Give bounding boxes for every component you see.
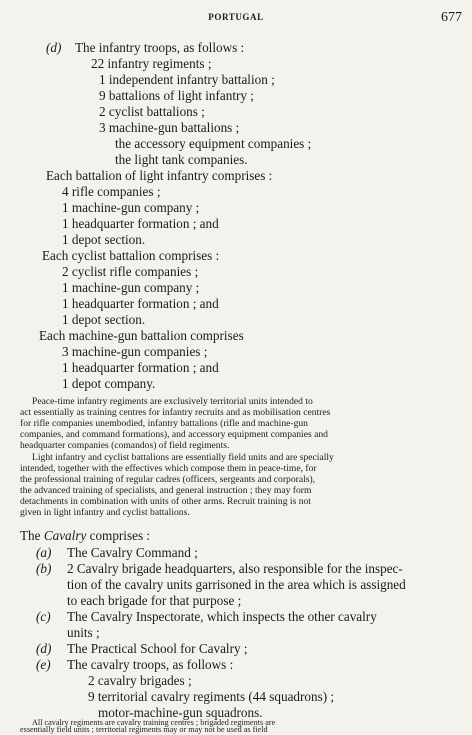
infantry-item: the light tank companies. (115, 152, 248, 167)
note-line: All cavalry regiments are cavalry training centres ; brigaded regiments are (32, 718, 276, 727)
note-line: the professional training of regular cadres (officers, sergeants and corporals), (20, 474, 316, 485)
note-line: companies, and command formations), and accessory equipment companies and (20, 429, 328, 440)
cavalry-intro-prefix: The (20, 528, 44, 543)
cavalry-e-text: The cavalry troops, as follows : (67, 657, 234, 672)
machine-gun-item: 1 headquarter formation ; and (62, 360, 219, 375)
cavalry-b-line: 2 Cavalry brigade headquarters, also responsible for the inspec- (67, 561, 403, 576)
infantry-item: 2 cyclist battalions ; (99, 104, 205, 119)
cavalry-e-item: 9 territorial cavalry regiments (44 squadrons) ; (88, 689, 335, 704)
light-infantry-item: 4 rifle companies ; (62, 184, 161, 199)
note-line: detachments in combination with units of other arms. Recruit training is not (20, 496, 311, 507)
infantry-intro: The infantry troops, as follows : (75, 40, 245, 55)
cavalry-c-line: units ; (67, 625, 100, 640)
infantry-item: 9 battalions of light infantry ; (99, 88, 254, 103)
cavalry-b-marker: (b) (36, 561, 52, 576)
light-infantry-item: 1 machine-gun company ; (62, 200, 200, 215)
note-line: intended, together with the effectives which compose them in peace-time, for (20, 463, 317, 474)
cyclist-item: 1 machine-gun company ; (62, 280, 200, 295)
note-line: Light infantry and cyclist battalions are essentially field units and are specially (32, 452, 334, 463)
cyclist-item: 1 depot section. (62, 312, 146, 327)
note-line: the advanced training of specialists, and general instruction ; they may form (20, 485, 312, 496)
light-infantry-item: 1 headquarter formation ; and (62, 216, 219, 231)
cavalry-a-text: The Cavalry Command ; (67, 545, 198, 560)
cavalry-d-marker: (d) (36, 641, 52, 656)
infantry-marker: (d) (46, 40, 62, 55)
note-line: headquarter companies (comandos) of field regiments. (20, 440, 230, 451)
cavalry-intro-suffix: comprises : (86, 528, 151, 543)
running-title: PORTUGAL (208, 12, 264, 22)
note-line: given in light infantry and cyclist battalions. (20, 507, 190, 518)
infantry-item: the accessory equipment companies ; (115, 136, 312, 151)
light-infantry-heading: Each battalion of light infantry comprises : (46, 168, 273, 183)
cavalry-a-marker: (a) (36, 545, 52, 560)
infantry-item: 22 infantry regiments ; (91, 56, 212, 71)
cyclist-item: 1 headquarter formation ; and (62, 296, 219, 311)
machine-gun-item: 1 depot company. (62, 376, 156, 391)
note-line: essentially field units ; territorial regiments may or may not be used as field (20, 725, 268, 734)
cyclist-item: 2 cyclist rifle companies ; (62, 264, 199, 279)
cyclist-heading: Each cyclist battalion comprises : (42, 248, 220, 263)
cavalry-intro-word: Cavalry (43, 528, 87, 543)
cavalry-b-line: to each brigade for that purpose ; (67, 593, 242, 608)
infantry-item: 3 machine-gun battalions ; (99, 120, 240, 135)
infantry-item: 1 independent infantry battalion ; (99, 72, 275, 87)
cavalry-b-line: tion of the cavalry units garrisoned in the area which is assigned (67, 577, 406, 592)
page-number: 677 (441, 10, 462, 25)
note-line: act essentially as training centres for infantry recruits and as mobilisation centres (20, 407, 331, 418)
cavalry-e-marker: (e) (36, 657, 51, 672)
cavalry-e-item: 2 cavalry brigades ; (88, 673, 192, 688)
cavalry-intro (20, 528, 150, 544)
light-infantry-item: 1 depot section. (62, 232, 146, 247)
cavalry-e-item: motor-machine-gun squadrons. (98, 705, 263, 720)
machine-gun-heading: Each machine-gun battalion comprises (39, 328, 244, 343)
cavalry-c-line: The Cavalry Inspectorate, which inspects the other cavalry (67, 609, 377, 624)
cavalry-d-text: The Practical School for Cavalry ; (67, 641, 248, 656)
note-line: Peace-time infantry regiments are exclusively territorial units intended to (32, 396, 313, 407)
page-header (0, 10, 472, 26)
note-line: for rifle companies unembodied, infantry battalions (rifle and machine-gun (20, 418, 308, 429)
machine-gun-item: 3 machine-gun companies ; (62, 344, 208, 359)
cavalry-c-marker: (c) (36, 609, 51, 624)
